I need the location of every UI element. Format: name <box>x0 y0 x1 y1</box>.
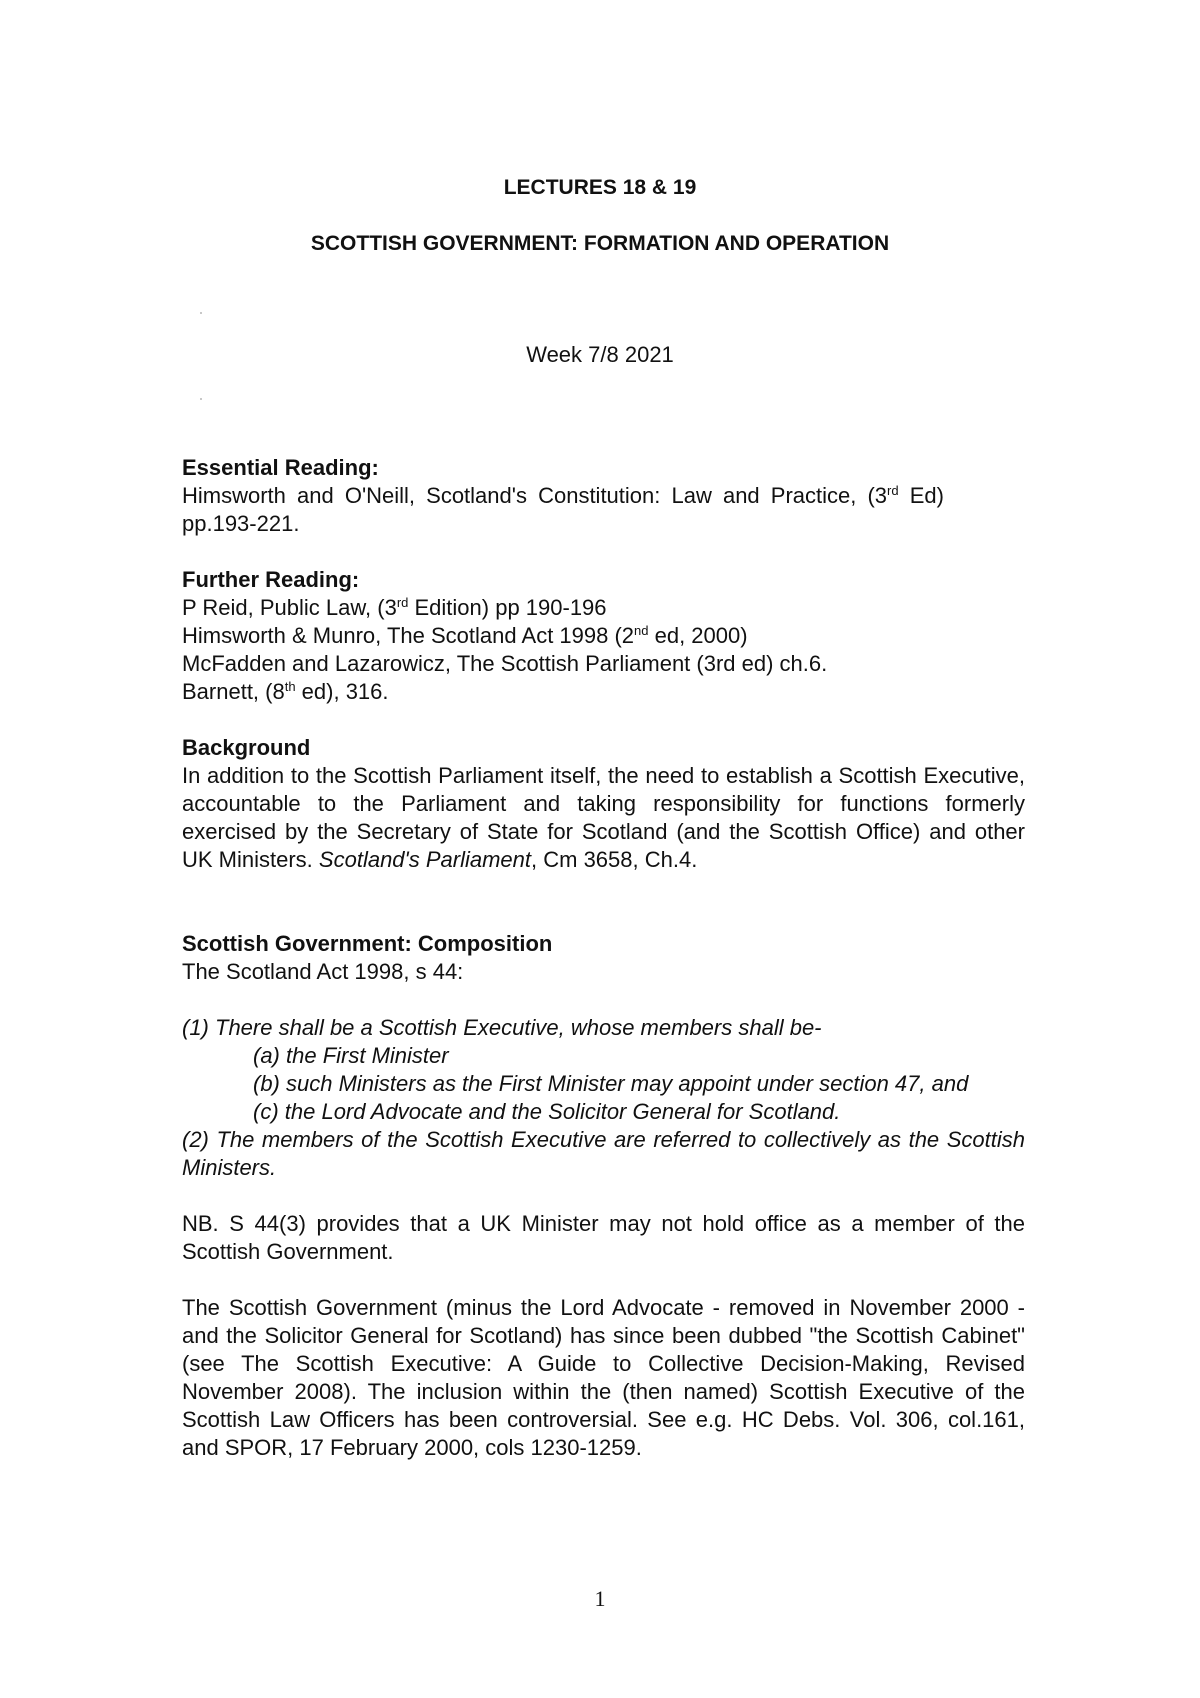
stray-mark <box>200 312 202 314</box>
further-reading-item <box>182 678 1025 706</box>
statute-text: (2) The members of the Scottish Executive are referred to collectively as the Scottish Ministers. <box>182 1127 1025 1180</box>
lecture-title: LECTURES 18 & 19 <box>503 176 697 199</box>
spacer <box>182 1182 1025 1210</box>
reading-text: Edition) pp 190-196 <box>408 595 607 620</box>
essential-reading-line <box>182 482 1025 510</box>
reading-text: Barnett, (8 <box>182 679 285 704</box>
further-reading-item: McFadden and Lazarowicz, The Scottish Parliament (3rd ed) ch.6. <box>182 651 828 676</box>
cabinet-paragraph: The Scottish Government (minus the Lord Advocate - removed in November 2000 - and the Solicitor General for Scotland) has since been dubbed "the Scottish Cabinet" (see The Scottish Executive: A Guide to Collective Decision-Making, Revised November 2008). The inclusion within the (then named) Scottish Executive of the Scottish Law Officers has been controversial. See e.g. HC Debs. Vol. 306, col.161, and SPOR, 17 February 2000, cols 1230-1259. <box>182 1295 1025 1460</box>
essential-reading-pages: pp.193-221. <box>182 511 300 536</box>
statute-item <box>182 1098 1025 1126</box>
superscript: nd <box>634 623 649 638</box>
further-reading-item <box>182 622 1025 650</box>
statute-text: (a) the First Minister <box>253 1043 449 1068</box>
superscript: th <box>284 679 296 694</box>
superscript: rd <box>396 595 409 610</box>
background-text: , Cm 3658, Ch.4. <box>531 847 698 872</box>
statute-text: (c) the Lord Advocate and the Solicitor General for Scotland. <box>253 1099 841 1124</box>
page-number: 1 <box>594 1586 606 1611</box>
composition-section <box>182 930 1025 1462</box>
stray-mark <box>200 398 202 400</box>
essential-reading-text: Himsworth and O'Neill, Scotland's Constitution: Law and Practice, (3 <box>182 483 888 508</box>
lecture-subtitle: SCOTTISH GOVERNMENT: FORMATION AND OPERATION <box>310 232 890 255</box>
spacer <box>182 986 1025 1014</box>
composition-intro: The Scotland Act 1998, s 44: <box>182 959 464 984</box>
spacer <box>182 1266 1025 1294</box>
statute-item <box>182 1070 1025 1098</box>
further-reading-heading: Further Reading: <box>182 567 360 592</box>
essential-reading-section <box>182 454 1025 538</box>
cited-title: Scotland's Parliament <box>318 847 532 872</box>
background-text: In addition to the Scottish Parliament itself, the need to establish a Scottish Executive, accountable to the Parliament and taking responsibility for functions formerly exercised by the Secretary of State for Scotland (and the Scottish Office) and other UK Ministers. <box>182 763 1025 872</box>
essential-reading-text: Ed) <box>898 483 944 508</box>
superscript: rd <box>887 483 899 498</box>
reading-text: Himsworth & Munro, The Scotland Act 1998 (2 <box>182 623 635 648</box>
further-reading-item <box>182 594 1025 622</box>
week-label: Week 7/8 2021 <box>526 342 674 367</box>
essential-reading-heading: Essential Reading: <box>182 455 379 480</box>
nb-paragraph: NB. S 44(3) provides that a UK Minister may not hold office as a member of the Scottish Government. <box>182 1211 1025 1264</box>
statute-clause <box>182 1014 1025 1042</box>
statute-item <box>182 1042 1025 1070</box>
composition-heading: Scottish Government: Composition <box>182 931 553 956</box>
further-reading-section <box>182 566 1025 706</box>
background-section <box>182 734 1025 874</box>
reading-text: ed, 2000) <box>648 623 748 648</box>
statute-clause <box>182 1126 1025 1182</box>
statute-text: (1) There shall be a Scottish Executive, whose members shall be- <box>182 1015 822 1040</box>
background-paragraph <box>182 762 1025 874</box>
reading-text: ed), 316. <box>295 679 389 704</box>
reading-text: P Reid, Public Law, (3 <box>182 595 397 620</box>
background-heading: Background <box>182 735 311 760</box>
statute-text: (b) such Ministers as the First Minister may appoint under section 47, and <box>253 1071 969 1096</box>
